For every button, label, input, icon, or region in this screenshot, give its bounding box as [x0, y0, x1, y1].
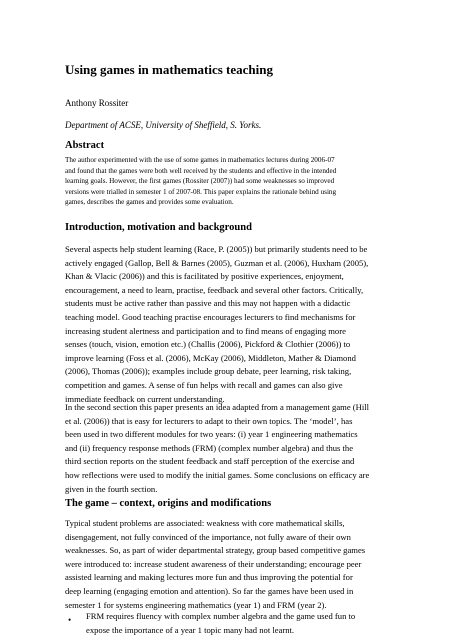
text-line: and (ii) frequency response methods (FRM) (complex number algebra) and thus the	[65, 442, 354, 453]
text-line: Typical student problems are associated: weakness with core mathematical skills,	[65, 518, 345, 528]
text-line: weaknesses. So, as part of wider departmental strategy, group based competitive games	[65, 545, 366, 556]
text-line: been used in two different modules for two years: (i) year 1 engineering mathematics	[65, 429, 358, 440]
text-line: games, describes the games and provides some evaluation.	[65, 198, 234, 207]
text-line: teaching model. Good teaching practise encourages lecturers to find mechanisms for	[65, 311, 356, 322]
text-line: competition and games. A sense of fun helps with recall and games can also give	[65, 379, 343, 390]
text-line: given in the fourth section.	[65, 483, 158, 494]
text-line: senses (touch, vision, emotion etc.) (Challis (2006), Pickford & Clothier (2006)) to	[65, 339, 351, 350]
text-line: et al. (2006)) that is easy for lecturers to adapt to their own topics. The ‘model’, has	[65, 415, 353, 426]
text-line: Khan & Vlacic (2006)) and this is facilitated by positive experiences, enjoyment,	[65, 271, 344, 282]
text-line: disengagement, not fully convinced of the importance, not fully aware of their own	[65, 531, 351, 542]
paper-title: Using games in mathematics teaching	[65, 62, 273, 77]
text-line: deep learning (engaging emotion and attention). So far the games have been used in	[65, 585, 354, 596]
introduction-paragraph-1	[65, 243, 368, 406]
text-line: how reflections were used to modify the initial games. Some conclusions on efficacy are	[65, 469, 370, 480]
section-heading-introduction: Introduction, motivation and background	[65, 222, 252, 233]
author-affiliation: Department of ACSE, University of Sheffield, S. Yorks.	[65, 120, 262, 130]
game-paragraph-1	[65, 517, 365, 612]
text-line: expose the importance of a year 1 topic many had not learnt.	[86, 624, 295, 635]
text-line: In the second section this paper presents an idea adapted from a management game (Hill	[65, 402, 370, 412]
abstract-body	[65, 155, 336, 208]
abstract-heading: Abstract	[65, 140, 105, 151]
text-line: The author experimented with the use of some games in mathematics lectures during 2006-07	[65, 156, 335, 164]
text-line: Several aspects help student learning (Race, P. (2005)) but primarily students need to be	[65, 244, 368, 254]
text-line: (2006), Thomas (2006)); examples include group debate, peer learning, risk taking,	[65, 366, 352, 377]
text-line: and found that the games were both well received by the students and effective in the intended	[65, 166, 337, 175]
text-line: students must be active rather than passive and this may not happen with a didactic	[65, 298, 351, 309]
author-name: Anthony Rossiter	[65, 98, 129, 108]
text-line: versions were trialled in semester 1 of 2007-08. This paper explains the rationale behind using	[65, 187, 337, 196]
text-line: increasing student alertness and participation and to find means of engaging more	[65, 325, 346, 336]
text-line: actively engaged (Gallop, Bell & Barnes (2005), Guzman et al. (2006), Huxham (2005),	[65, 257, 369, 268]
text-line: assisted learning and making lectures more fun and thus improving the potential for	[65, 572, 353, 583]
text-line: third section reports on the student feedback and staff perception of the exercise and	[65, 456, 355, 467]
introduction-paragraph-2	[65, 401, 369, 496]
text-line: immediate feedback on current understanding.	[65, 393, 225, 404]
text-line: improve learning (Foss et al. (2006), McKay (2006), Middleton, Mather & Diamond	[65, 352, 356, 363]
bullet-icon: •	[68, 615, 72, 625]
text-line: semester 1 for systems engineering mathematics (year 1) and FRM (year 2).	[65, 599, 327, 610]
text-line: encouragement, a need to learn, practise, feedback and several other factors. Critically,	[65, 284, 364, 295]
text-line: were introduced to: increase student awareness of their understanding; encourage peer	[65, 558, 362, 569]
text-line: learning goals. However, the first games (Rossiter (2007)) had some weaknesses so improved	[65, 177, 335, 186]
section-heading-game: The game – context, origins and modifications	[65, 498, 272, 509]
bullet-item	[86, 610, 355, 637]
text-line: FRM requires fluency with complex number algebra and the game used fun to	[86, 611, 356, 621]
